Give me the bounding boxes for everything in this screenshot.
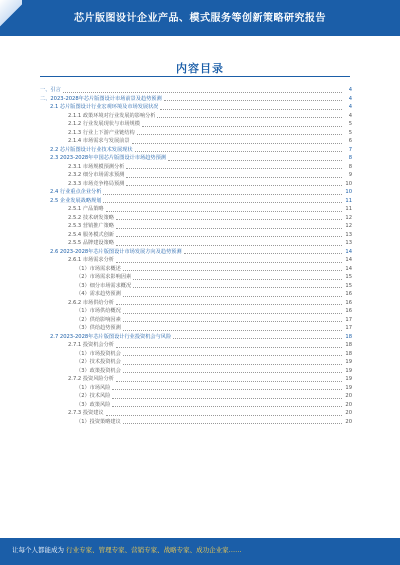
- toc-entry-label: 2.5.3 营销推广策略: [68, 223, 114, 229]
- toc-entry-page: 14: [345, 248, 352, 255]
- toc-leader-dots: [112, 405, 342, 407]
- toc-entry-page: 8: [348, 163, 352, 170]
- toc-entry-page: 16: [345, 308, 352, 314]
- toc-leader-dots: [157, 116, 342, 118]
- toc-entry-label: 2.3.1 市场规模预测分析: [68, 163, 125, 170]
- toc-entry-label: 2.2 芯片版图设计行业技术发展现状: [50, 146, 133, 153]
- toc-entry[interactable]: [40, 180, 352, 189]
- toc-entry-page: 19: [345, 384, 352, 391]
- toc-entry[interactable]: [40, 103, 352, 112]
- toc-entry-page: 20: [345, 393, 352, 399]
- footer-roles: 行业专家、管理专家、营销专家、战略专家、成功企业家……: [66, 546, 242, 554]
- toc-entry-page: 15: [345, 282, 352, 289]
- toc-leader-dots: [123, 354, 342, 356]
- toc-entry[interactable]: [40, 197, 352, 206]
- toc-entry-page: 13: [345, 240, 352, 246]
- report-footer: [0, 538, 400, 565]
- toc-entry-label: （4）需求趋势预测: [76, 291, 121, 297]
- toc-entry-label: （1）市场需求概述: [76, 265, 121, 272]
- toc-entry-label: 2.1.3 行业上下游产业链结构: [68, 129, 135, 136]
- toc-entry-label: （2）技术投资机会: [76, 359, 121, 365]
- toc-leader-dots: [116, 235, 342, 237]
- toc-leader-dots: [116, 380, 342, 382]
- toc-entry-page: 18: [345, 333, 352, 340]
- toc-entry-page: 20: [345, 410, 352, 416]
- toc-entry-page: 11: [345, 206, 352, 212]
- toc-leader-dots: [116, 261, 342, 263]
- toc-entry-page: 7: [348, 146, 352, 153]
- toc-entry[interactable]: [40, 137, 352, 146]
- toc-leader-dots: [123, 363, 342, 365]
- table-of-contents: [40, 86, 352, 426]
- toc-entry[interactable]: [40, 248, 352, 257]
- toc-leader-dots: [106, 210, 342, 212]
- toc-entry-page: 11: [345, 197, 352, 204]
- toc-entry-page: 12: [345, 223, 352, 229]
- toc-entry-label: 2.6 2023-2028年芯片版图设计市场发展方向及趋势预测: [50, 248, 182, 255]
- toc-entry[interactable]: [40, 375, 352, 384]
- toc-leader-dots: [123, 329, 342, 331]
- toc-entry[interactable]: [40, 401, 352, 410]
- toc-entry-page: 9: [348, 172, 352, 178]
- toc-leader-dots: [123, 295, 342, 297]
- toc-entry[interactable]: [40, 129, 352, 138]
- toc-entry-page: 15: [345, 274, 352, 280]
- toc-leader-dots: [126, 167, 342, 169]
- toc-entry[interactable]: [40, 256, 352, 265]
- toc-entry-label: 2.3.3 市场竞争格局预测: [68, 180, 125, 187]
- toc-entry-label: （3）细分市场需求概况: [76, 282, 132, 289]
- toc-entry[interactable]: [40, 86, 352, 95]
- toc-entry-page: 10: [345, 189, 352, 195]
- footer-lead: 让每个人都能成为: [12, 546, 64, 554]
- toc-leader-dots: [126, 184, 342, 186]
- toc-entry-label: （3）政策风险: [76, 401, 111, 408]
- toc-leader-dots: [116, 218, 342, 220]
- toc-title: 内容目录: [176, 62, 224, 75]
- toc-entry[interactable]: [40, 358, 352, 367]
- toc-entry[interactable]: [40, 384, 352, 393]
- toc-leader-dots: [168, 159, 342, 161]
- toc-entry-page: 6: [348, 138, 352, 144]
- toc-entry[interactable]: [40, 265, 352, 274]
- toc-leader-dots: [63, 91, 342, 93]
- toc-entry[interactable]: [40, 282, 352, 291]
- toc-entry-label: 2.7 2023-2028年芯片版图设计行业投资机会与风险: [50, 333, 172, 340]
- toc-entry-page: 19: [345, 359, 352, 365]
- toc-entry-label: 2.1.2 行业发展现状与市场规模: [68, 121, 140, 127]
- toc-entry-page: 14: [345, 265, 352, 272]
- toc-leader-dots: [123, 312, 342, 314]
- toc-entry-page: 5: [348, 129, 352, 136]
- toc-leader-dots: [164, 99, 342, 101]
- toc-leader-dots: [133, 278, 342, 280]
- toc-entry[interactable]: [40, 222, 352, 231]
- toc-entry-page: 8: [348, 155, 352, 161]
- toc-entry[interactable]: [40, 171, 352, 180]
- toc-entry[interactable]: [40, 290, 352, 299]
- toc-entry-label: 2.1.1 政策环境对行业发展的影响分析: [68, 112, 156, 119]
- toc-entry-label: （3）政策投资机会: [76, 367, 121, 374]
- toc-leader-dots: [116, 227, 342, 229]
- report-header: [0, 0, 400, 36]
- toc-entry[interactable]: [40, 392, 352, 401]
- toc-entry-page: 10: [345, 180, 352, 187]
- toc-entry-label: （1）投资策略建议: [76, 418, 121, 425]
- toc-entry[interactable]: [40, 299, 352, 308]
- toc-entry[interactable]: [40, 95, 352, 104]
- toc-entry-page: 19: [345, 367, 352, 374]
- toc-leader-dots: [173, 337, 342, 339]
- report-title: 芯片版图设计企业产品、模式服务等创新策略研究报告: [74, 13, 326, 24]
- toc-entry[interactable]: [40, 214, 352, 223]
- toc-entry[interactable]: [40, 239, 352, 248]
- toc-entry-page: 14: [345, 257, 352, 263]
- toc-entry-label: 一、引言: [40, 87, 61, 93]
- toc-leader-dots: [133, 286, 342, 288]
- toc-entry-label: 2.4 行业重点企业分析: [50, 189, 102, 195]
- toc-entry[interactable]: [40, 367, 352, 376]
- toc-leader-dots: [137, 133, 342, 135]
- toc-leader-dots: [123, 320, 342, 322]
- toc-entry-page: 20: [345, 401, 352, 408]
- toc-leader-dots: [160, 108, 342, 110]
- toc-entry[interactable]: [40, 350, 352, 359]
- toc-leader-dots: [116, 244, 342, 246]
- toc-entry-label: 2.1 芯片版图设计行业宏观环境及市场发展状况: [50, 104, 159, 110]
- toc-entry[interactable]: [40, 333, 352, 342]
- toc-entry-label: （1）市场风险: [76, 384, 111, 391]
- toc-leader-dots: [123, 422, 342, 424]
- toc-entry[interactable]: [40, 205, 352, 214]
- toc-leader-dots: [135, 150, 342, 152]
- toc-leader-dots: [126, 176, 342, 178]
- toc-entry-label: 2.7.1 投资机会分析: [68, 342, 114, 348]
- toc-leader-dots: [112, 397, 342, 399]
- footer-slogan: [12, 545, 242, 554]
- toc-entry-label: 2.5 企业发展战略规划: [50, 197, 102, 204]
- toc-entry-page: 4: [348, 112, 352, 119]
- toc-entry-label: 2.7.3 投资建议: [68, 410, 104, 416]
- toc-entry-label: 2.7.2 投资风险分析: [68, 376, 114, 382]
- toc-entry[interactable]: [40, 188, 352, 197]
- toc-entry-label: 二、2023-2028年芯片版图设计市场前景及趋势预测: [40, 95, 162, 102]
- toc-entry-page: 16: [345, 299, 352, 306]
- toc-entry-label: （2）供给影响因素: [76, 316, 121, 323]
- toc-entry-label: 2.3 2023-2028年中国芯片版图设计市场趋势预测: [50, 155, 166, 161]
- toc-entry[interactable]: [40, 120, 352, 129]
- toc-entry-page: 18: [345, 350, 352, 357]
- toc-entry[interactable]: [40, 409, 352, 418]
- toc-entry-label: （2）市场需求影响因素: [76, 274, 132, 280]
- toc-entry-page: 17: [345, 316, 352, 323]
- toc-divider: [40, 76, 350, 77]
- toc-entry-page: 20: [345, 418, 352, 425]
- toc-entry-label: 2.6.1 市场需求分析: [68, 257, 114, 263]
- toc-entry[interactable]: [40, 341, 352, 350]
- toc-leader-dots: [142, 125, 342, 127]
- toc-entry[interactable]: [40, 307, 352, 316]
- toc-entry-page: 4: [348, 87, 352, 93]
- toc-entry-label: 2.5.2 技术研发策略: [68, 214, 114, 221]
- toc-entry-label: （2）技术风险: [76, 393, 111, 399]
- toc-entry-label: （3）供给趋势预测: [76, 325, 121, 331]
- toc-leader-dots: [103, 193, 342, 195]
- toc-entry-page: 18: [345, 342, 352, 348]
- toc-leader-dots: [184, 252, 342, 254]
- toc-leader-dots: [106, 414, 342, 416]
- toc-leader-dots: [123, 371, 342, 373]
- toc-entry-label: 2.5.5 品牌建设策略: [68, 240, 114, 246]
- toc-entry[interactable]: [40, 112, 352, 121]
- toc-entry-label: 2.5.1 产品策略: [68, 206, 104, 212]
- toc-entry-page: 12: [345, 214, 352, 221]
- toc-leader-dots: [112, 388, 342, 390]
- toc-entry-label: （1）市场投资机会: [76, 350, 121, 357]
- toc-entry-label: 2.5.4 服务模式创新: [68, 231, 114, 238]
- toc-entry[interactable]: [40, 163, 352, 172]
- toc-entry-page: 19: [345, 376, 352, 382]
- toc-entry[interactable]: [40, 231, 352, 240]
- toc-entry-page: 5: [348, 121, 352, 127]
- toc-leader-dots: [103, 201, 342, 203]
- toc-leader-dots: [116, 303, 342, 305]
- toc-entry-page: 4: [348, 95, 352, 102]
- toc-entry[interactable]: [40, 154, 352, 163]
- toc-entry-label: 2.6.2 市场供给分析: [68, 299, 114, 306]
- toc-leader-dots: [116, 346, 342, 348]
- toc-entry[interactable]: [40, 418, 352, 427]
- toc-entry[interactable]: [40, 273, 352, 282]
- toc-entry[interactable]: [40, 324, 352, 333]
- toc-entry[interactable]: [40, 316, 352, 325]
- toc-entry-label: （1）市场供给概况: [76, 308, 121, 314]
- toc-entry-page: 4: [348, 104, 352, 110]
- toc-entry[interactable]: [40, 146, 352, 155]
- toc-entry-label: 2.1.4 市场需求与发展前景: [68, 138, 130, 144]
- toc-entry-page: 17: [345, 325, 352, 331]
- toc-leader-dots: [132, 142, 342, 144]
- toc-entry-page: 16: [345, 291, 352, 297]
- toc-entry-label: 2.3.2 细分市场需求预测: [68, 172, 125, 178]
- header-accent-shape: [0, 0, 22, 36]
- toc-entry-page: 13: [345, 231, 352, 238]
- toc-leader-dots: [123, 269, 342, 271]
